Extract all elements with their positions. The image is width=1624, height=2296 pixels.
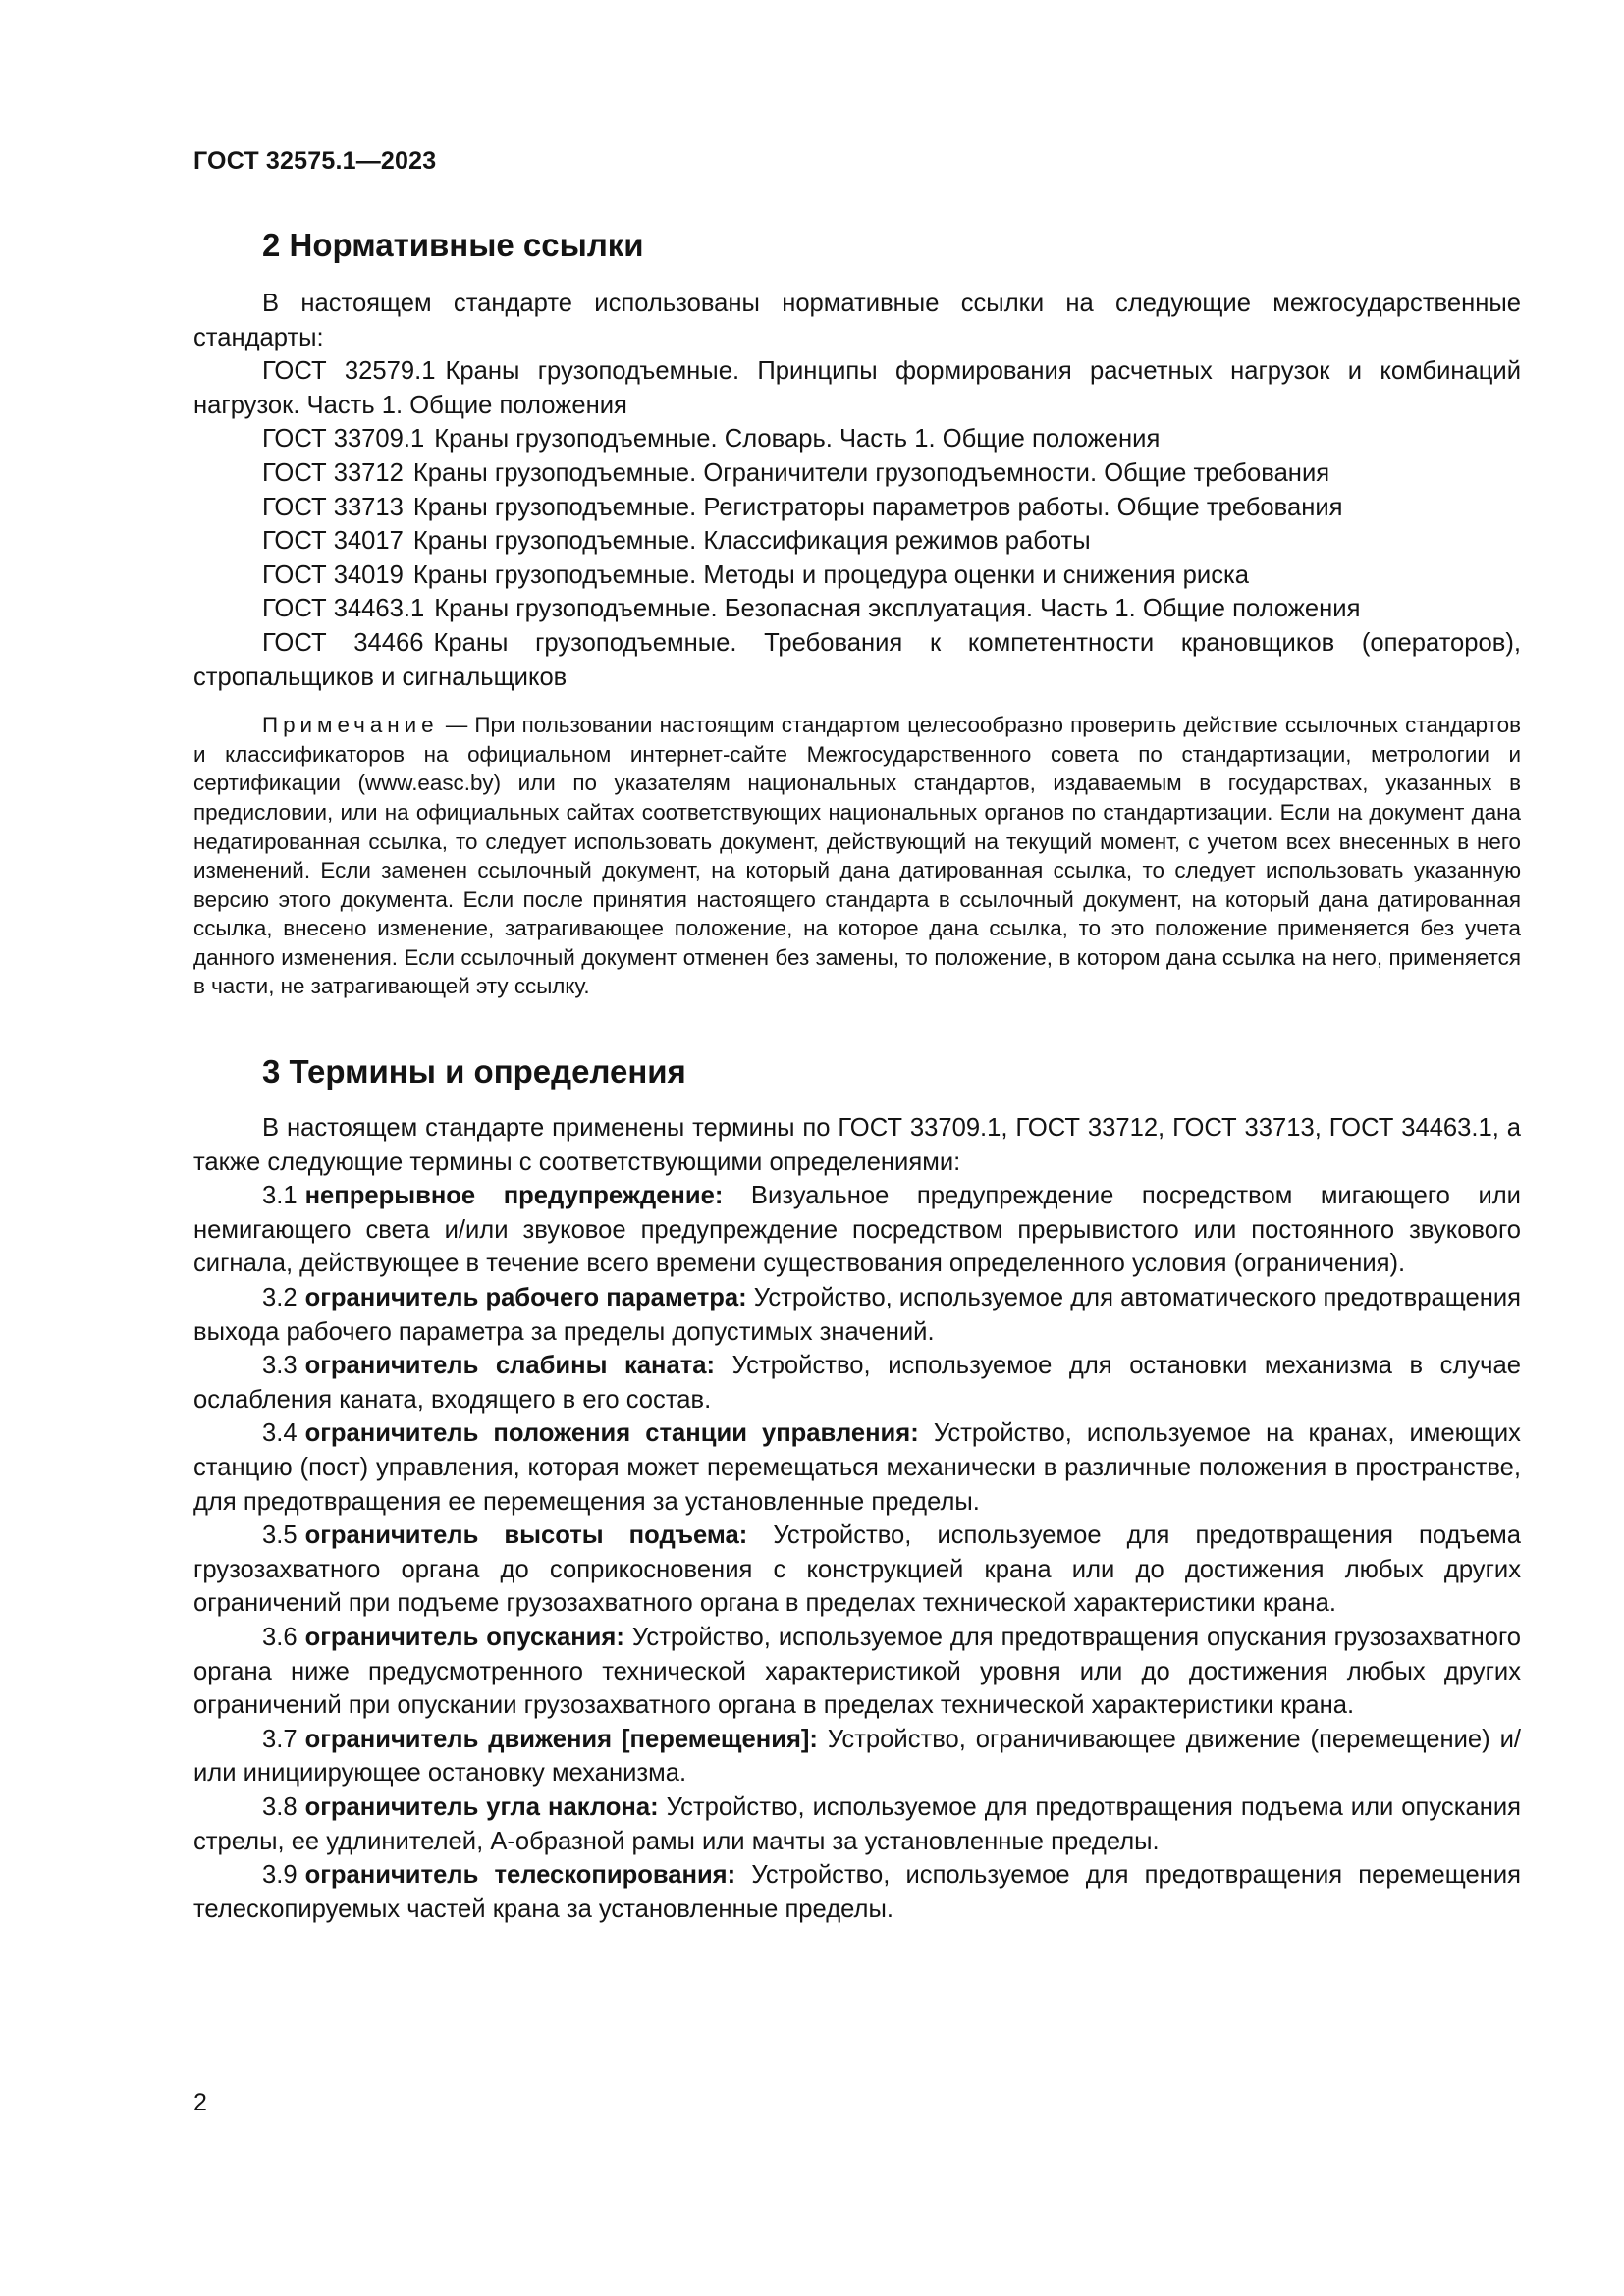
section-3-heading: 3 Термины и определения [262,1053,686,1091]
term-name: ограничитель рабочего параметра: [304,1284,747,1312]
reference-code: ГОСТ 33713 [262,493,404,521]
reference-code: ГОСТ 34463.1 [262,595,425,623]
term-number: 3.7 [262,1725,298,1753]
term-definition: Визуальное предупреждение посредством мигающего или немигающего света и/или звуковое предупреждение посредством прерывистого или постоянного звукового сигнала, действующее в течение всего времени существования определенного условия (ограничения). [193,1182,1521,1278]
note-label: Примечание [262,713,439,738]
reference-code: ГОСТ 34019 [262,561,404,589]
term-name: ограничитель положения станции управления: [304,1419,919,1448]
reference-item [193,456,1521,491]
reference-item [193,422,1521,456]
term-entry [193,1349,1521,1416]
reference-code: ГОСТ 34466 [262,628,424,657]
reference-item [193,354,1521,422]
section-3-intro: В настоящем стандарте применены термины по ГОСТ 33709.1, ГОСТ 33712, ГОСТ 33713, ГОСТ 34463.1, а также следующие термины с соответствующими определениями: [193,1114,1521,1176]
term-definition: Устройство, используемое для предотвращения подъема грузозахватного органа до соприкосновения с конструкцией крана или до достижения любых других ограничений при подъеме грузозахватного органа в пределах технической характеристики крана. [193,1522,1521,1618]
term-number: 3.9 [262,1861,298,1890]
term-name: ограничитель слабины каната: [304,1352,716,1380]
page-content [193,224,1521,1926]
term-name: ограничитель движения [перемещения]: [304,1725,818,1753]
term-name: ограничитель высоты подъема: [304,1522,748,1550]
term-definition: Устройство, ограничивающее движение (перемещение) и/или инициирующее остановку механизма. [193,1725,1521,1788]
reference-title: Краны грузоподъемные. Методы и процедура оценки и снижения риска [412,561,1250,589]
term-number: 3.5 [262,1522,298,1550]
reference-title: Краны грузоподъемные. Регистраторы параметров работы. Общие требования [412,493,1343,521]
page-number: 2 [193,2089,207,2116]
reference-title: Краны грузоподъемные. Ограничители грузоподъемности. Общие требования [412,458,1330,487]
reference-title: Краны грузоподъемные. Безопасная эксплуатация. Часть 1. Общие положения [434,595,1361,623]
reference-title: Краны грузоподъемные. Требования к компетентности крановщиков (операторов), стропальщиков и сигнальщиков [193,628,1521,691]
terms-list [193,1179,1521,1926]
term-number: 3.6 [262,1623,298,1651]
term-definition: Устройство, используемое для предотвращения опускания грузозахватного органа ниже предусмотренного технической характеристикой уровня или до достижения любых других ограничений при опускании грузозахватного органа в пределах технической характеристики крана. [193,1623,1521,1720]
note-text: — При пользовании настоящим стандартом целесообразно проверить действие ссылочных стандартов и классификаторов на официальном интернет-сайте Межгосударственного совета по стандартизации, метрологии и сертификации (www.easc.by) или по указателям национальных стандартов, издаваемым в государствах, указанных в предисловии, или на официальных сайтах соответствующих национальных органов по стандартизации. Если на документ дана недатированная ссылка, то следует использовать документ, действующий на текущий момент, с учетом всех внесенных в него изменений. Если заменен ссылочный документ, на который дана датированная ссылка, то следует использовать указанную версию этого документа. Если после принятия настоящего стандарта в ссылочный документ, на который дана датированная ссылка, внесено изменение, затрагивающее положение, на которое дана ссылка, то это положение применяется без учета данного изменения. Если ссылочный документ отменен без замены, то положение, в котором дана ссылка на него, применяется в части, не затрагивающей эту ссылку. [193,713,1521,999]
term-entry [193,1723,1521,1790]
term-number: 3.8 [262,1792,298,1821]
reference-title: Краны грузоподъемные. Классификация режимов работы [412,527,1091,556]
reference-item [193,626,1521,694]
reference-code: ГОСТ 33712 [262,458,404,487]
reference-title: Краны грузоподъемные. Словарь. Часть 1. Общие положения [434,425,1161,454]
normative-references-list [193,354,1521,694]
reference-item [193,559,1521,593]
term-number: 3.3 [262,1352,298,1380]
reference-item [193,491,1521,525]
term-entry [193,1790,1521,1858]
term-name: ограничитель телескопирования: [304,1861,736,1890]
term-name: ограничитель угла наклона: [304,1792,659,1821]
reference-code: ГОСТ 34017 [262,527,404,556]
section-2-heading: 2 Нормативные ссылки [262,227,644,263]
term-entry [193,1858,1521,1926]
term-entry [193,1621,1521,1723]
term-number: 3.2 [262,1284,298,1312]
term-definition: Устройство, используемое для предотвращения подъема или опускания стрелы, ее удлинителей, А-образной рамы или мачты за установленные пределы. [193,1792,1521,1855]
term-number: 3.4 [262,1419,298,1448]
term-definition: Устройство, используемое для остановки механизма в случае ослабления каната, входящего в его состав. [193,1352,1521,1414]
term-entry [193,1179,1521,1281]
term-entry [193,1281,1521,1349]
term-entry [193,1519,1521,1621]
term-name: непрерывное предупреждение: [304,1182,724,1210]
term-definition: Устройство, используемое на кранах, имеющих станцию (пост) управления, которая может перемещаться механически в различные положения в пространстве, для предотвращения ее перемещения за установленные пределы. [193,1419,1521,1516]
reference-code: ГОСТ 33709.1 [262,425,425,454]
term-number: 3.1 [262,1182,298,1210]
term-definition: Устройство, используемое для автоматического предотвращения выхода рабочего параметра за пределы допустимых значений. [193,1284,1521,1346]
reference-title: Краны грузоподъемные. Принципы формирования расчетных нагрузок и комбинаций нагрузок. Часть 1. Общие положения [193,357,1521,419]
document-code: ГОСТ 32575.1—2023 [193,147,437,175]
section-2-intro: В настоящем стандарте использованы нормативные ссылки на следующие межгосударственные стандарты: [193,290,1521,351]
term-definition: Устройство, используемое для предотвращения перемещения телескопируемых частей крана за установленные пределы. [193,1861,1521,1923]
term-name: ограничитель опускания: [304,1623,624,1651]
reference-item [193,592,1521,626]
term-entry [193,1416,1521,1519]
reference-item [193,524,1521,559]
reference-note [193,711,1521,1001]
reference-code: ГОСТ 32579.1 [262,357,436,386]
